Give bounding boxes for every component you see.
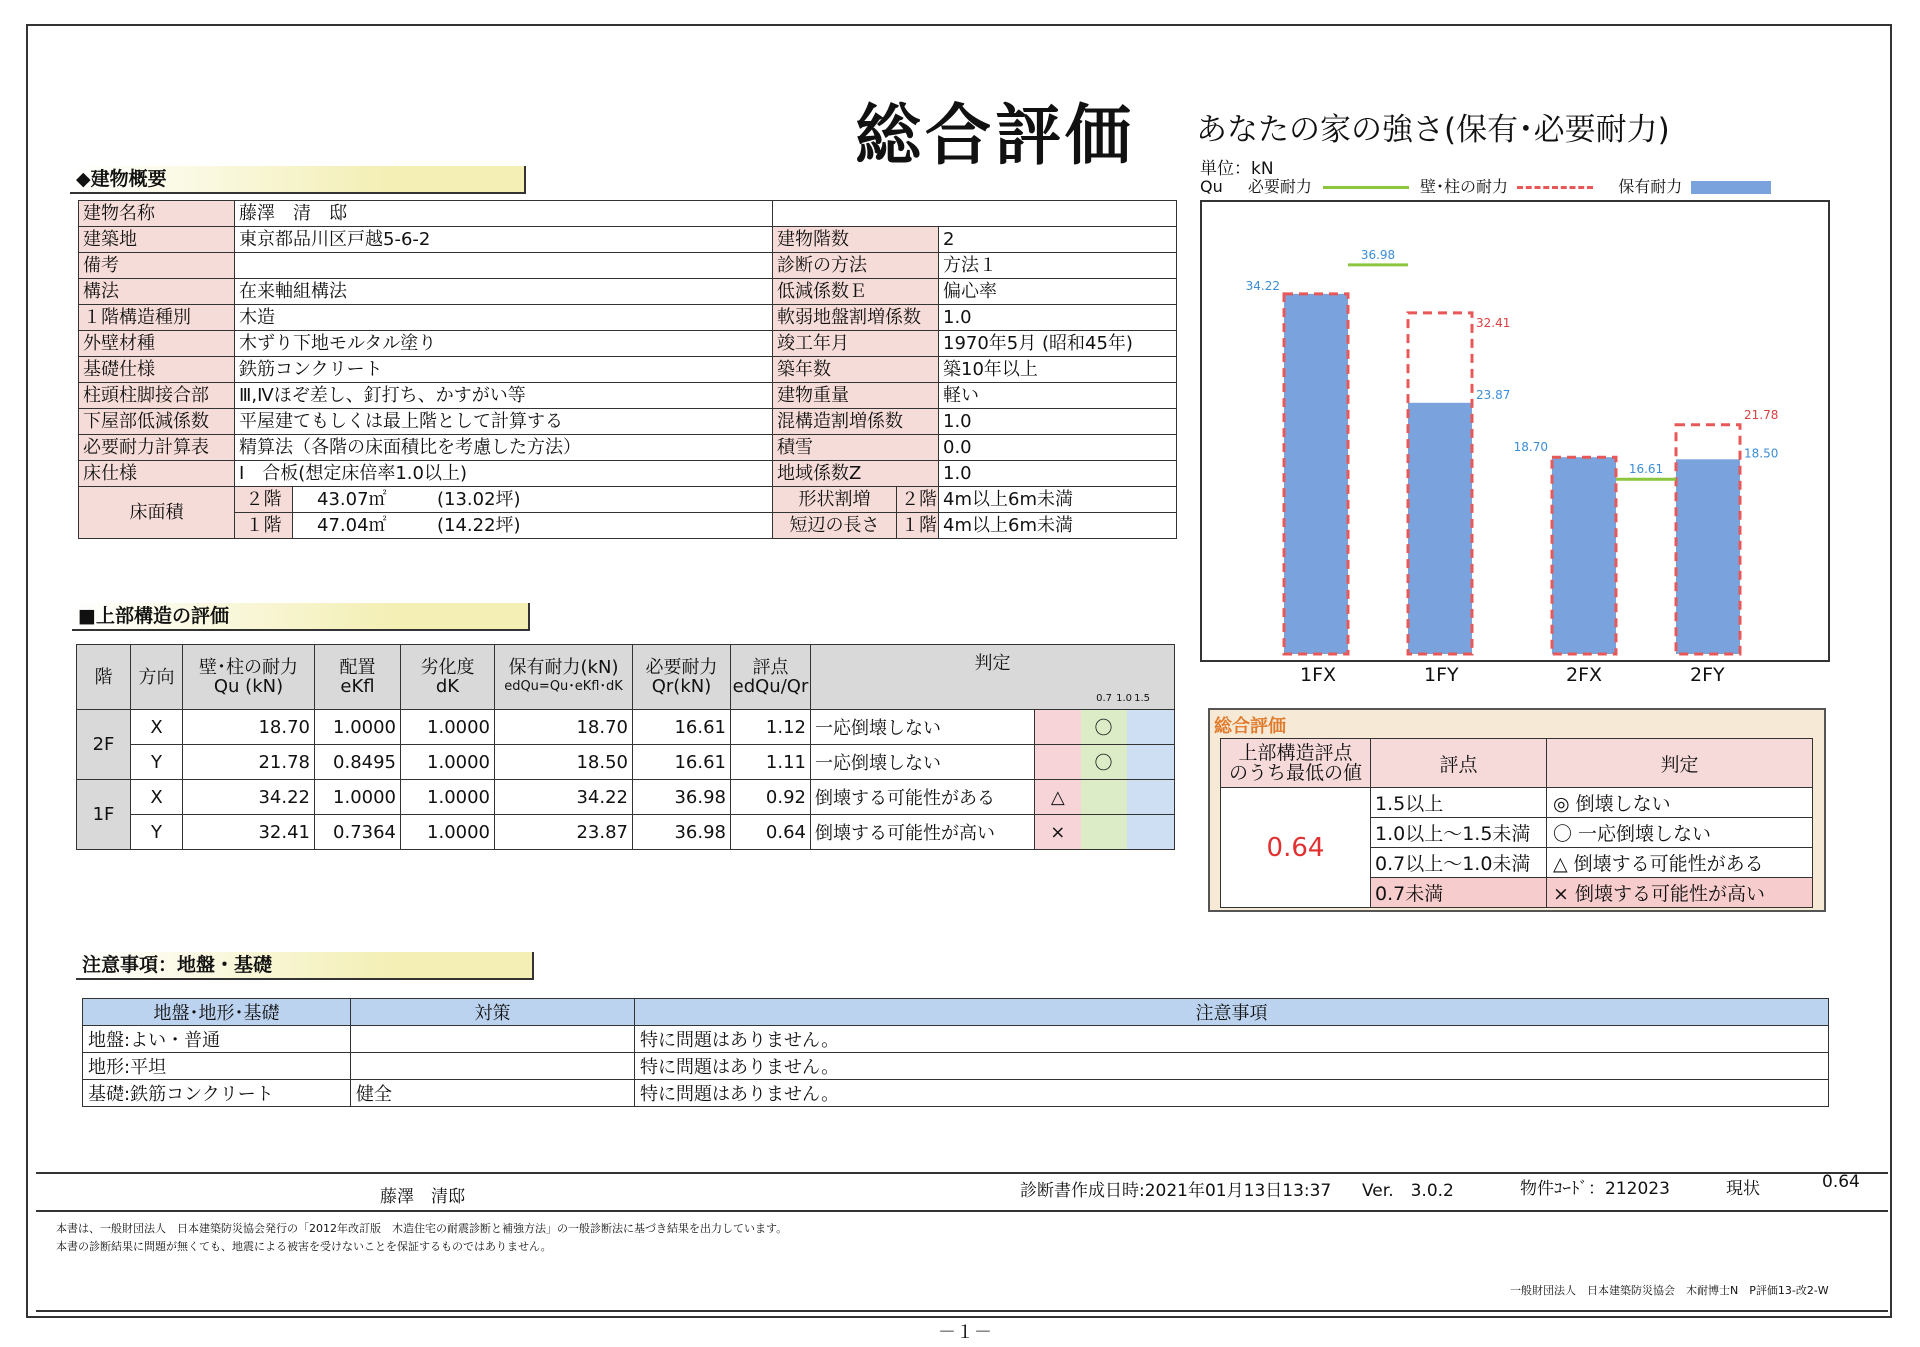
- building-row: [79, 357, 1177, 383]
- floor-2f: 2F: [77, 710, 131, 780]
- row-label: 地域係数Z: [773, 461, 939, 487]
- level-range: 1.0以上～1.5未満: [1371, 818, 1547, 848]
- header-ekfl-1: 配置: [339, 657, 376, 678]
- row-label: 必要耐力計算表: [79, 435, 235, 461]
- building-row: [79, 435, 1177, 461]
- notes-note: 特に問題はありません。: [635, 1026, 1829, 1053]
- header-qr-1: 必要耐力: [645, 657, 718, 678]
- notes-header-measure: 対策: [351, 999, 635, 1026]
- building-row: [79, 331, 1177, 357]
- label-required-2f: 16.61: [1628, 462, 1664, 477]
- qu-cell: 34.22: [183, 780, 315, 815]
- footer-owner: 藤澤 清邸: [380, 1187, 465, 1207]
- ekfl-cell: 0.7364: [315, 815, 401, 850]
- dk-cell: 1.0000: [401, 745, 495, 780]
- overall-table: [1220, 738, 1813, 908]
- row-label: 構法: [79, 279, 235, 305]
- row-value: 藤澤 清 邸: [235, 201, 773, 227]
- header-dir: 方向: [131, 645, 183, 710]
- scale-15: 1.5: [1134, 693, 1150, 704]
- header-judge: [811, 645, 1175, 710]
- floor-2f-tsubo: (13.02坪): [437, 488, 521, 510]
- label-2fy-edqu: 18.50: [1744, 446, 1779, 461]
- header-qu: [183, 645, 315, 710]
- chart-unit: 単位：kN: [1200, 159, 1274, 179]
- shape-1f-value: 4m以上6m未満: [939, 513, 1177, 539]
- dk-cell: 1.0000: [401, 710, 495, 745]
- header-score: 評点: [1371, 739, 1547, 788]
- category-2fy: 2FY: [1690, 664, 1725, 686]
- floor-1f-sqm: 47.04㎡: [317, 514, 387, 536]
- floor-1f-area: [293, 513, 773, 539]
- table-row: [77, 710, 1175, 745]
- footer-rule-bottom: [36, 1310, 1888, 1312]
- header-qr: [633, 645, 731, 710]
- row-label: 建物階数: [773, 227, 939, 253]
- dir-cell: Y: [131, 815, 183, 850]
- header-dk-2: dK: [435, 676, 460, 697]
- row-value: 軽い: [939, 383, 1177, 409]
- qu-cell: 21.78: [183, 745, 315, 780]
- upper-section-title: ■上部構造の評価: [72, 603, 530, 631]
- label-1fx-qu: 34.22: [1245, 278, 1280, 293]
- row-label: 下屋部低減係数: [79, 409, 235, 435]
- overall-title: 総合評価: [1214, 716, 1286, 737]
- notes-header-note: 注意事項: [635, 999, 1829, 1026]
- building-section-title: ◆建物概要: [70, 166, 526, 194]
- scale-10: 1.0: [1116, 693, 1132, 704]
- qr-cell: 16.61: [633, 710, 731, 745]
- shape-2f-value: 4m以上6m未満: [939, 487, 1177, 513]
- row-value: 木造: [235, 305, 773, 331]
- row-value: 鉄筋コンクリート: [235, 357, 773, 383]
- edqu-cell: 18.50: [495, 745, 633, 780]
- bar-held-1fy: [1408, 403, 1472, 654]
- category-1fx: 1FX: [1300, 664, 1337, 686]
- header-floor: 階: [77, 645, 131, 710]
- scale-07: 0.7: [1096, 693, 1112, 704]
- footer-code: 物件ｺｰﾄﾞ：212023: [1520, 1179, 1670, 1199]
- row-label: 外壁材種: [79, 331, 235, 357]
- floor-area-row-2f: [79, 487, 1177, 513]
- qu-cell: 32.41: [183, 815, 315, 850]
- label-2fx-qu: 18.70: [1513, 440, 1548, 455]
- header-judge-label: 判定: [974, 653, 1011, 674]
- row-label: 低減係数Ｅ: [773, 279, 939, 305]
- notes-section-title: 注意事項：地盤・基礎: [76, 952, 534, 980]
- legend-required-line: [1323, 186, 1409, 189]
- notes-measure: 健全: [351, 1080, 635, 1107]
- chart-svg: [1202, 202, 1828, 660]
- building-row: [79, 409, 1177, 435]
- row-value: 木ずり下地モルタル塗り: [235, 331, 773, 357]
- building-row: [79, 227, 1177, 253]
- category-2fx: 2FX: [1566, 664, 1603, 686]
- dir-cell: X: [131, 710, 183, 745]
- upper-table: [76, 644, 1175, 850]
- row-value: Ⅲ,Ⅳほぞ差し、釘打ち、かすがい等: [235, 383, 773, 409]
- row-value: 築10年以上: [939, 357, 1177, 383]
- header-edqu: [495, 645, 633, 710]
- header-score-2: edQu/Qr: [732, 676, 809, 697]
- edqu-cell: 34.22: [495, 780, 633, 815]
- label-1fy-edqu: 23.87: [1476, 387, 1511, 402]
- legend-held: 保有耐力: [1618, 177, 1683, 196]
- row-label: 建物重量: [773, 383, 939, 409]
- qr-cell: 16.61: [633, 745, 731, 780]
- notes-table: [82, 998, 1829, 1107]
- row-label: 床仕様: [79, 461, 235, 487]
- building-row: [79, 253, 1177, 279]
- range-cell-mid: [1081, 780, 1127, 815]
- notes-item: 地形:平坦: [83, 1053, 351, 1080]
- qu-cell: 18.70: [183, 710, 315, 745]
- floor-1f-label: １階: [235, 513, 293, 539]
- chart-title: あなたの家の強さ(保有･必要耐力): [1196, 112, 1670, 148]
- judge-cell: 一応倒壊しない: [811, 710, 1035, 745]
- table-row: [83, 1026, 1829, 1053]
- range-cell-high: [1127, 815, 1175, 850]
- footer-status-value: 0.64: [1822, 1172, 1860, 1192]
- row-label: 基礎仕様: [79, 357, 235, 383]
- footer-version: Ver. 3.0.2: [1362, 1181, 1454, 1201]
- floor-2f-area: [293, 487, 773, 513]
- range-cell-mid: [1081, 815, 1127, 850]
- header-min-2: のうち最低の値: [1228, 762, 1362, 784]
- table-row: [83, 1080, 1829, 1107]
- ekfl-cell: 1.0000: [315, 710, 401, 745]
- score-cell: 0.92: [731, 780, 811, 815]
- score-cell: 0.64: [731, 815, 811, 850]
- header-ekfl: [315, 645, 401, 710]
- bar-chart: [1200, 200, 1830, 662]
- row-value: 精算法（各階の床面積比を考慮した方法）: [235, 435, 773, 461]
- row-label: 診断の方法: [773, 253, 939, 279]
- header-ekfl-2: eKfl: [340, 676, 375, 697]
- label-2fy-qu: 21.78: [1744, 407, 1779, 422]
- page-title: 総合評価: [855, 96, 1135, 174]
- qr-cell: 36.98: [633, 815, 731, 850]
- row-value: 偏心率: [939, 279, 1177, 305]
- table-row: [83, 1053, 1829, 1080]
- header-judge: 判定: [1547, 739, 1813, 788]
- ekfl-cell: 1.0000: [315, 780, 401, 815]
- edqu-cell: 18.70: [495, 710, 633, 745]
- shape-label-1: 形状割増: [773, 487, 897, 513]
- row-label: 備考: [79, 253, 235, 279]
- range-cell-low: [1035, 745, 1081, 780]
- notes-item: 地盤:よい・普通: [83, 1026, 351, 1053]
- building-row: [79, 383, 1177, 409]
- judge-cell: 一応倒壊しない: [811, 745, 1035, 780]
- bar-held-1fx: [1284, 294, 1348, 654]
- row-value: 平屋建てもしくは最上階として計算する: [235, 409, 773, 435]
- header-score-1: 評点: [752, 657, 789, 678]
- mark-cell: 〇: [1081, 745, 1127, 780]
- table-row: [77, 745, 1175, 780]
- row-label: １階構造種別: [79, 305, 235, 331]
- footer-publisher: 一般財団法人 日本建築防災協会 木耐博士N P評価13-改2-W: [1510, 1284, 1829, 1297]
- judge-cell: 倒壊する可能性がある: [811, 780, 1035, 815]
- ekfl-cell: 0.8495: [315, 745, 401, 780]
- shape-2f-label: ２階: [897, 487, 939, 513]
- header-score: [731, 645, 811, 710]
- header-edqu-2: edQu=Qu･eKfl･dK: [504, 679, 623, 694]
- building-row: [79, 279, 1177, 305]
- header-dk-1: 劣化度: [420, 657, 475, 678]
- level-judge: 〇 一応倒壊しない: [1547, 818, 1813, 848]
- notes-note: 特に問題はありません。: [635, 1053, 1829, 1080]
- row-label: 積雪: [773, 435, 939, 461]
- floor-area-row-1f: [79, 513, 1177, 539]
- dir-cell: X: [131, 780, 183, 815]
- legend-wall-line: [1517, 186, 1593, 189]
- floor-1f-tsubo: (14.22坪): [437, 514, 521, 536]
- edqu-cell: 23.87: [495, 815, 633, 850]
- bar-held-2fy: [1676, 459, 1740, 654]
- footer-rule-mid: [36, 1210, 1888, 1212]
- header-qr-2: Qr(kN): [651, 676, 712, 697]
- range-cell-high: [1127, 745, 1175, 780]
- notes-note: 特に問題はありません。: [635, 1080, 1829, 1107]
- building-row: [79, 461, 1177, 487]
- notes-header-item: 地盤･地形･基礎: [83, 999, 351, 1026]
- range-cell-high: [1127, 780, 1175, 815]
- bar-held-2fx: [1552, 457, 1616, 654]
- row-value: 0.0: [939, 435, 1177, 461]
- chart-legend: [1200, 174, 1771, 197]
- row-label: 軟弱地盤割増係数: [773, 305, 939, 331]
- floor-1f: 1F: [77, 780, 131, 850]
- dk-cell: 1.0000: [401, 780, 495, 815]
- judge-cell: 倒壊する可能性が高い: [811, 815, 1035, 850]
- range-cell-low: [1035, 710, 1081, 745]
- table-row: [77, 815, 1175, 850]
- row-label: 柱頭柱脚接合部: [79, 383, 235, 409]
- row-value: 在来軸組構法: [235, 279, 773, 305]
- floor-area-label: 床面積: [79, 487, 235, 539]
- mark-cell: 〇: [1081, 710, 1127, 745]
- score-cell: 1.11: [731, 745, 811, 780]
- building-row: [79, 201, 1177, 227]
- mark-cell: △: [1035, 780, 1081, 815]
- row-label: 建築地: [79, 227, 235, 253]
- row-label: 建物名称: [79, 201, 235, 227]
- level-judge: × 倒壊する可能性が高い: [1547, 878, 1813, 908]
- label-1fy-qu: 32.41: [1476, 315, 1511, 330]
- row-label: 竣工年月: [773, 331, 939, 357]
- score-cell: 1.12: [731, 710, 811, 745]
- building-row: [79, 305, 1177, 331]
- header-min-value: [1221, 739, 1371, 788]
- label-required-1f: 36.98: [1360, 247, 1396, 262]
- level-range: 0.7未満: [1371, 878, 1547, 908]
- legend-prefix: Qu: [1200, 177, 1223, 196]
- shape-label-2: 短辺の長さ: [773, 513, 897, 539]
- floor-2f-label: ２階: [235, 487, 293, 513]
- footer-status-label: 現状: [1726, 1179, 1760, 1199]
- overall-level-row: [1221, 788, 1813, 818]
- range-cell-high: [1127, 710, 1175, 745]
- header-qu-1: 壁･柱の耐力: [199, 657, 298, 678]
- row-value: 方法１: [939, 253, 1177, 279]
- row-value: 2: [939, 227, 1177, 253]
- qr-cell: 36.98: [633, 780, 731, 815]
- notes-measure: [351, 1026, 635, 1053]
- overall-header-row: [1221, 739, 1813, 788]
- overall-min-value: 0.64: [1221, 788, 1371, 908]
- overall-box: [1208, 708, 1826, 912]
- header-min-1: 上部構造評点: [1238, 742, 1353, 764]
- legend-held-swatch: [1691, 181, 1771, 194]
- row-label: 混構造割増係数: [773, 409, 939, 435]
- header-qu-2: Qu (kN): [213, 676, 284, 697]
- category-1fy: 1FY: [1424, 664, 1459, 686]
- row-value: Ⅰ 合板(想定床倍率1.0以上): [235, 461, 773, 487]
- row-value: 1970年5月 (昭和45年): [939, 331, 1177, 357]
- footer-created: 診断書作成日時:2021年01月13日13:37: [1020, 1181, 1332, 1201]
- row-value: [235, 253, 773, 279]
- row-value: 東京都品川区戸越5-6-2: [235, 227, 773, 253]
- building-table: [78, 200, 1177, 539]
- dir-cell: Y: [131, 745, 183, 780]
- notes-header-row: [83, 999, 1829, 1026]
- shape-1f-label: １階: [897, 513, 939, 539]
- dk-cell: 1.0000: [401, 815, 495, 850]
- row-label: 築年数: [773, 357, 939, 383]
- header-edqu-1: 保有耐力(kN): [508, 657, 619, 678]
- header-dk: [401, 645, 495, 710]
- level-range: 1.5以上: [1371, 788, 1547, 818]
- level-judge: ◎ 倒壊しない: [1547, 788, 1813, 818]
- level-judge: △ 倒壊する可能性がある: [1547, 848, 1813, 878]
- table-row: [77, 780, 1175, 815]
- row-value: 1.0: [939, 409, 1177, 435]
- notes-item: 基礎:鉄筋コンクリート: [83, 1080, 351, 1107]
- mark-cell: ×: [1035, 815, 1081, 850]
- empty-cell: [773, 201, 1177, 227]
- notes-measure: [351, 1053, 635, 1080]
- footer-disclaimer-2: 本書の診断結果に問題が無くても、地震による被害を受けないことを保証するものではありません。: [56, 1240, 552, 1253]
- legend-required: 必要耐力: [1247, 177, 1312, 196]
- floor-2f-sqm: 43.07㎡: [317, 488, 387, 510]
- upper-header-row: [77, 645, 1175, 710]
- page-number: －１－: [938, 1322, 992, 1343]
- row-value: 1.0: [939, 305, 1177, 331]
- row-value: 1.0: [939, 461, 1177, 487]
- legend-wall: 壁･柱の耐力: [1420, 177, 1509, 196]
- level-range: 0.7以上～1.0未満: [1371, 848, 1547, 878]
- footer-disclaimer-1: 本書は、一般財団法人 日本建築防災協会発行の「2012年改訂版 木造住宅の耐震診断と補強方法」の一般診断法に基づき結果を出力しています。: [56, 1222, 788, 1235]
